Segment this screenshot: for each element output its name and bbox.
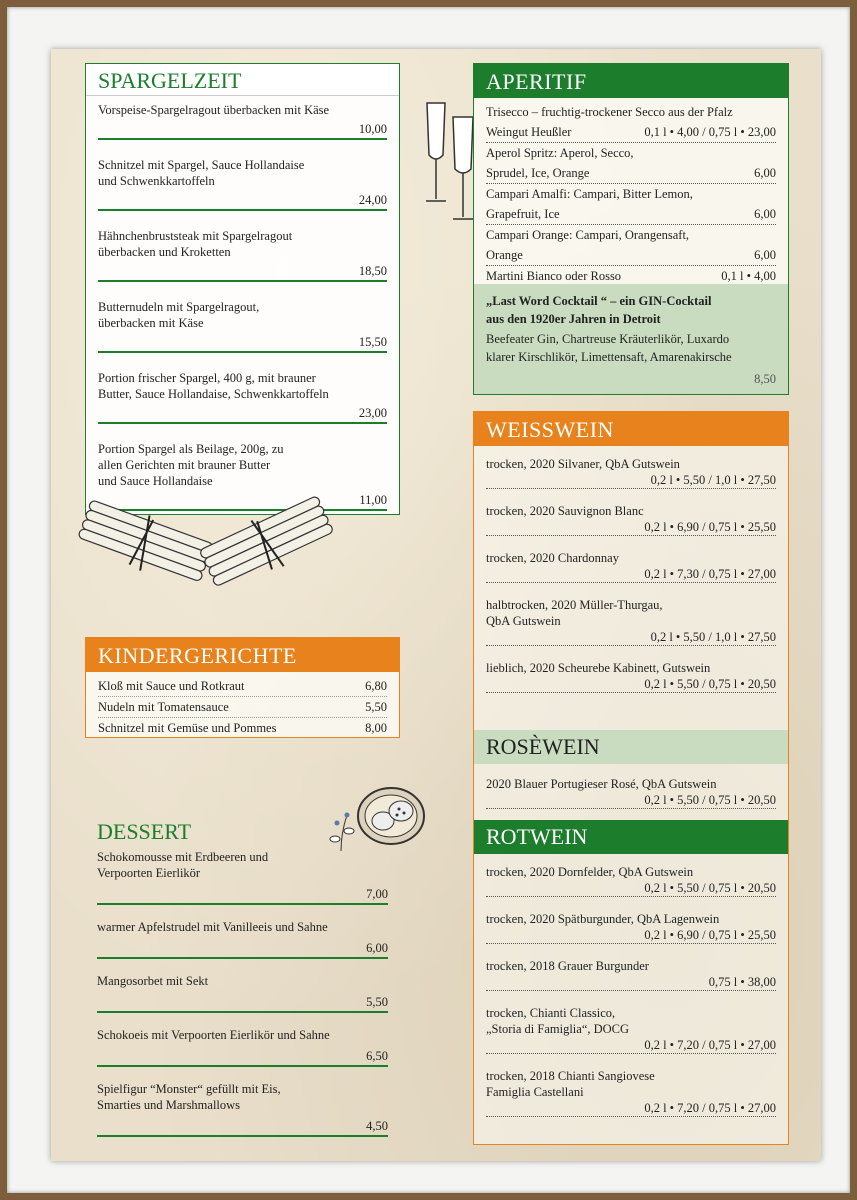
spargel-section	[85, 63, 400, 515]
amalfi-row	[486, 204, 776, 225]
rotwein-item-price: 0,2 l • 6,90 / 0,75 l • 25,50	[486, 927, 776, 944]
dessert-item	[97, 849, 388, 905]
rotwein-item-name: trocken, 2020 Spätburgunder, QbA Lagenwein	[486, 912, 720, 926]
weisswein-item	[486, 456, 776, 489]
dessert-item-price: 6,50	[97, 1047, 388, 1067]
cocktail-price: 8,50	[754, 372, 776, 386]
trisecco-row	[486, 122, 776, 143]
kinder-title: KINDERGERICHTE	[86, 638, 399, 672]
weisswein-item	[486, 503, 776, 536]
orange-price: 6,00	[754, 248, 776, 262]
kinder-item-name: Nudeln mit Tomatensauce	[98, 700, 229, 714]
dessert-item-price: 4,50	[97, 1117, 388, 1137]
spargel-item-name: Hähnchenbruststeak mit Spargelragout überbacken und Kroketten	[98, 229, 293, 259]
kinder-section	[85, 637, 400, 738]
rotwein-item-name: trocken, 2018 Chianti Sangiovese Famiglia Castellani	[486, 1069, 655, 1099]
menu-paper	[51, 49, 821, 1161]
rosewein-header: ROSÈWEIN	[474, 730, 788, 764]
dessert-item-price: 7,00	[97, 885, 388, 905]
kinder-item-name: Schnitzel mit Gemüse und Pommes	[98, 721, 277, 735]
dessert-item	[97, 973, 388, 1013]
aperol-price: 6,00	[754, 166, 776, 180]
cocktail-title-2: aus den 1920er Jahren in Detroit	[486, 312, 661, 326]
weisswein-item-price: 0,2 l • 7,30 / 0,75 l • 27,00	[486, 566, 776, 583]
kinder-item-name: Kloß mit Sauce und Rotkraut	[98, 679, 245, 693]
dessert-item-name: warmer Apfelstrudel mit Vanilleeis und Sahne	[97, 920, 328, 934]
weisswein-item	[486, 597, 776, 646]
rotwein-item	[486, 911, 776, 944]
kinder-list	[86, 672, 399, 742]
rotwein-item-price: 0,2 l • 7,20 / 0,75 l • 27,00	[486, 1037, 776, 1054]
rotwein-item-price: 0,2 l • 7,20 / 0,75 l • 27,00	[486, 1100, 776, 1117]
frame-mat	[7, 7, 850, 1193]
trisecco-producer: Weingut Heußler	[486, 125, 572, 139]
dessert-item-name: Schokomousse mit Erdbeeren und Verpoorten Eierlikör	[97, 850, 269, 880]
dessert-item	[97, 1027, 388, 1067]
rotwein-item-price: 0,2 l • 5,50 / 0,75 l • 20,50	[486, 880, 776, 897]
kinder-item	[98, 697, 387, 718]
spargel-item-price: 23,00	[98, 404, 387, 424]
spargel-item-price: 10,00	[98, 120, 387, 140]
trisecco-desc: Trisecco – fruchtig-trockener Secco aus der Pfalz	[486, 105, 733, 119]
rotwein-item	[486, 958, 776, 991]
weisswein-item	[486, 550, 776, 583]
weisswein-item-price: 0,2 l • 6,90 / 0,75 l • 25,50	[486, 519, 776, 536]
martini-desc: Martini Bianco oder Rosso	[486, 269, 622, 283]
kinder-item	[98, 718, 387, 738]
martini-price: 0,1 l • 4,00	[721, 269, 776, 283]
rotwein-item-name: trocken, 2018 Grauer Burgunder	[486, 959, 649, 973]
spargel-title: SPARGELZEIT	[86, 64, 399, 96]
kinder-item-price: 8,00	[365, 721, 387, 735]
spargel-item	[98, 157, 387, 211]
spargel-item-name: Schnitzel mit Spargel, Sauce Hollandaise und Schwenkkartoffeln	[98, 158, 305, 188]
dessert-title: DESSERT	[97, 819, 192, 844]
weisswein-item-price: 0,2 l • 5,50 / 1,0 l • 27,50	[486, 472, 776, 489]
rosewein-price: 0,2 l • 5,50 / 0,75 l • 20,50	[486, 792, 776, 809]
amalfi-price: 6,00	[754, 207, 776, 221]
orange-line1: Campari Orange: Campari, Orangensaft,	[486, 228, 690, 242]
dessert-item-price: 6,00	[97, 939, 388, 959]
weisswein-item-price: 0,2 l • 5,50 / 0,75 l • 20,50	[486, 676, 776, 693]
rotwein-item	[486, 1005, 776, 1054]
kinder-item-price: 5,50	[365, 700, 387, 714]
spargel-list	[86, 96, 399, 511]
rosewein-item	[486, 776, 776, 809]
spargel-item	[98, 370, 387, 424]
rotwein-item-name: trocken, 2020 Dornfelder, QbA Gutswein	[486, 865, 694, 879]
weisswein-item-price: 0,2 l • 5,50 / 1,0 l • 27,50	[486, 629, 776, 646]
martini-row	[486, 266, 776, 286]
dessert-section	[85, 815, 400, 1151]
spargel-item-name: Vorspeise-Spargelragout überbacken mit Käse	[98, 103, 330, 117]
spargel-item	[98, 228, 387, 282]
kinder-item	[98, 676, 387, 697]
weisswein-item-name: trocken, 2020 Silvaner, QbA Gutswein	[486, 457, 680, 471]
weisswein-item-name: halbtrocken, 2020 Müller-Thurgau, QbA Gutswein	[486, 598, 663, 628]
rotwein-item	[486, 1068, 776, 1117]
rotwein-item-name: trocken, Chianti Classico, „Storia di Famiglia“, DOCG	[486, 1006, 630, 1036]
spargel-item-name: Portion Spargel als Beilage, 200g, zu allen Gerichten mit brauner Butter und Sauce Hollandaise	[98, 442, 284, 488]
weisswein-title: WEISSWEIN	[474, 412, 788, 446]
dessert-item-name: Schokoeis mit Verpoorten Eierlikör und Sahne	[97, 1028, 330, 1042]
spargel-item	[98, 102, 387, 140]
kinder-item-price: 6,80	[365, 679, 387, 693]
weisswein-item-name: trocken, 2020 Sauvignon Blanc	[486, 504, 644, 518]
rotwein-list	[486, 864, 776, 1131]
weisswein-section	[473, 411, 789, 1145]
cocktail-desc-1: Beefeater Gin, Chartreuse Kräuterlikör, Luxardo	[486, 332, 730, 346]
dessert-item-name: Spielfigur “Monster“ gefüllt mit Eis, Smarties und Marshmallows	[97, 1082, 281, 1112]
amalfi-line1: Campari Amalfi: Campari, Bitter Lemon,	[486, 187, 693, 201]
amalfi-desc: Grapefruit, Ice	[486, 207, 560, 221]
dessert-item-price: 5,50	[97, 993, 388, 1013]
spargel-item-name: Portion frischer Spargel, 400 g, mit brauner Butter, Sauce Hollandaise, Schwenkkartoffeln	[98, 371, 329, 401]
trisecco-price: 0,1 l • 4,00 / 0,75 l • 23,00	[644, 125, 776, 139]
spargel-item-price: 24,00	[98, 191, 387, 211]
weisswein-item-name: trocken, 2020 Chardonnay	[486, 551, 619, 565]
aperol-desc: Sprudel, Ice, Orange	[486, 166, 590, 180]
rotwein-item-price: 0,75 l • 38,00	[486, 974, 776, 991]
dessert-item-name: Mangosorbet mit Sekt	[97, 974, 209, 988]
spargel-item-name: Butternudeln mit Spargelragout, überbacken mit Käse	[98, 300, 260, 330]
orange-desc: Orange	[486, 248, 523, 262]
aperitif-title: APERITIF	[474, 64, 788, 98]
spargel-item-price: 15,50	[98, 333, 387, 353]
spargel-item-price: 18,50	[98, 262, 387, 282]
weisswein-list	[474, 446, 788, 693]
dessert-item	[97, 919, 388, 959]
rotwein-header: ROTWEIN	[474, 820, 788, 854]
spargel-item-price: 11,00	[98, 491, 387, 511]
cocktail-desc-2: klarer Kirschlikör, Limettensaft, Amarenakirsche	[486, 350, 732, 364]
aperol-line1: Aperol Spritz: Aperol, Secco,	[486, 146, 634, 160]
spargel-item	[98, 299, 387, 353]
orange-row	[486, 245, 776, 266]
dessert-list	[85, 847, 400, 1137]
aperitif-section	[473, 63, 789, 395]
rotwein-item	[486, 864, 776, 897]
asparagus-bundle-icon	[71, 479, 341, 609]
weisswein-item	[486, 660, 776, 693]
dessert-item	[97, 1081, 388, 1137]
aperol-row	[486, 163, 776, 184]
rosewein-name: 2020 Blauer Portugieser Rosé, QbA Gutswein	[486, 777, 717, 791]
cocktail-title-1: „Last Word Cocktail “ – ein GIN-Cocktail	[486, 294, 712, 308]
cocktail-box	[474, 284, 788, 394]
weisswein-item-name: lieblich, 2020 Scheurebe Kabinett, Gutswein	[486, 661, 711, 675]
